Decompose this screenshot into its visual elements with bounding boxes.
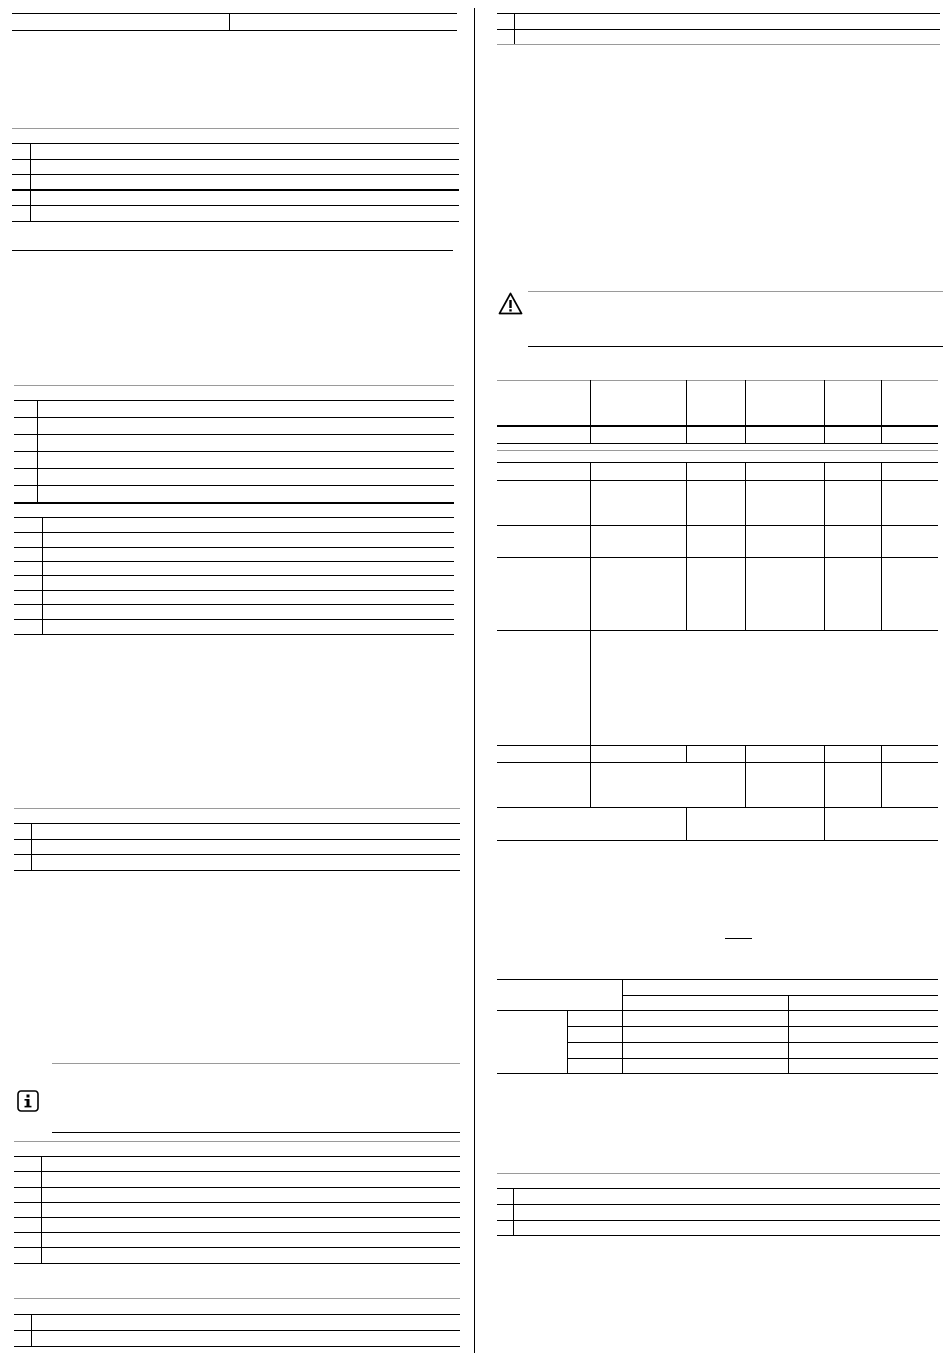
column-divider <box>474 8 475 1353</box>
section-rule <box>12 250 453 251</box>
warning-triangle-icon <box>498 292 523 315</box>
formula-fraction-bar <box>725 938 752 939</box>
info-icon <box>17 1090 39 1112</box>
